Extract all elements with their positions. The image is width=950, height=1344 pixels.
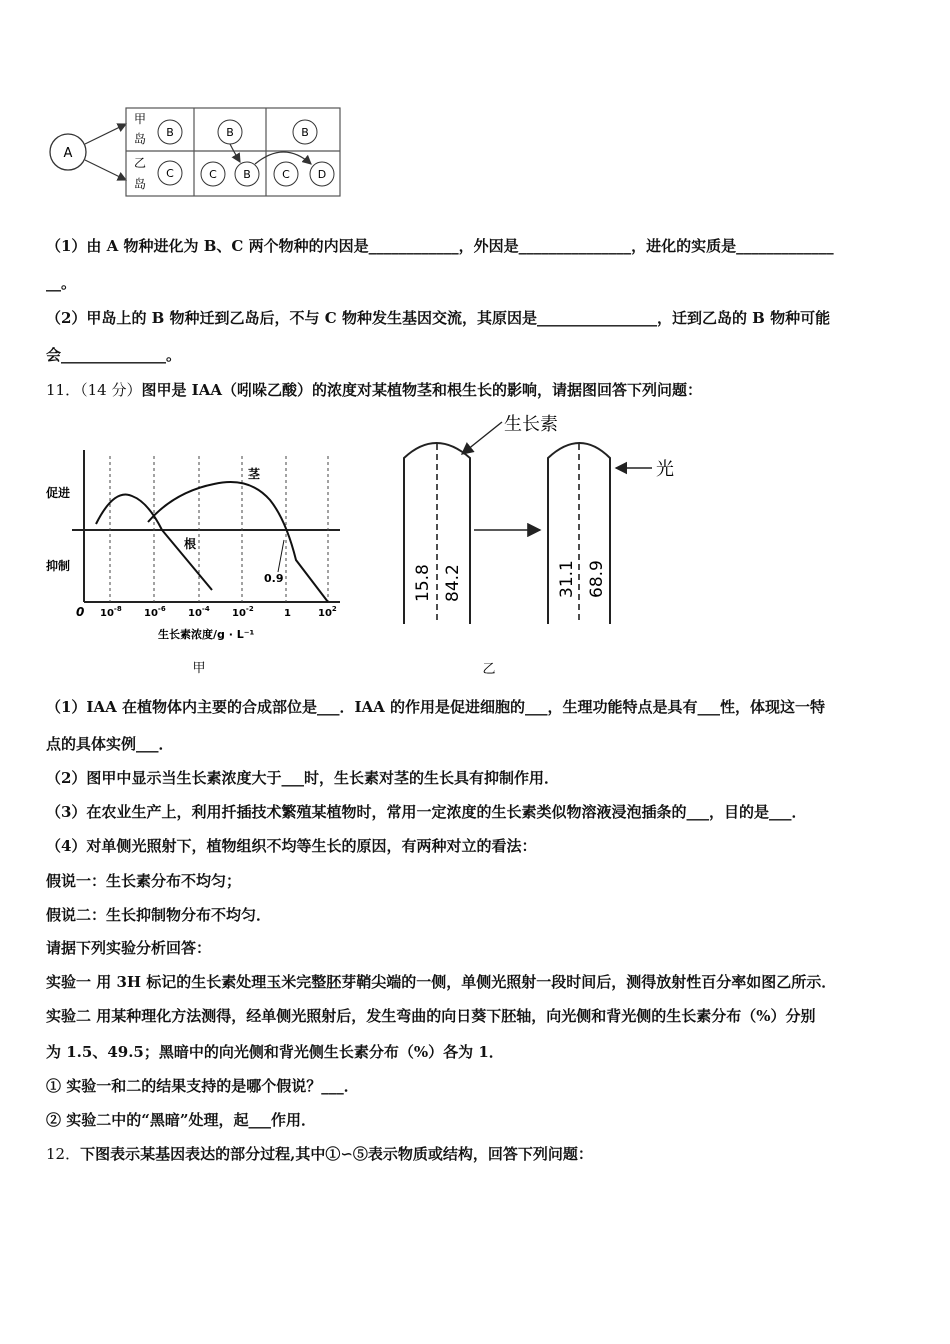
hypothesis-1: 假说一：生长素分布不均匀； [46,872,242,890]
q12-number: 12． [46,1145,81,1163]
tick-1e-2: $10^{-2}$ [232,605,254,619]
experiment-2: 实验二 用某种理化方法测得，经单侧光照射后，发生弯曲的向日葵下胚轴，向光侧和背光侧的生长素分布（%）分别 [46,1007,816,1025]
circle-c-2: C [209,168,217,181]
origin-label: 0 [76,605,85,619]
species-a-label: A [63,146,73,161]
circle-d-1: D [317,168,327,181]
caption-jia: 甲 [192,661,206,676]
q12-stem-line [46,1144,593,1164]
sub-question-1: ① 实验一和二的结果支持的是哪个假说？___． [46,1077,359,1095]
q11-sub3: （3）在农业生产上，利用扦插技术繁殖某植物时，常用一定浓度的生长素类似物溶液浸泡插条的___，目的是___． [46,803,807,821]
q11-sub1: （1）IAA 在植物体内主要的合成部位是___．IAA 的作用是促进细胞的___，生理功能特点是具有___性，体现这一特 [46,698,825,716]
experiment-1: 实验一 用 3H 标记的生长素处理玉米完整胚芽鞘尖端的一侧，单侧光照射一段时间后，测得放射性百分率如图乙所示． [46,973,837,991]
left-shade-value: 15.8 [413,564,433,602]
right-shade-value: 31.1 [557,560,577,598]
q10-part1-end: __。 [46,274,77,292]
q10-part1: （1）由 A 物种进化为 B、C 两个物种的内因是____________，外因是_______________，进化的实质是_____________ [46,237,834,255]
island-yi-char1: 乙 [133,156,147,170]
q11-stem-line [46,380,702,400]
q11-stem: 图甲是 IAA（吲哚乙酸）的浓度对某植物茎和根生长的影响，请据图回答下列问题： [141,381,702,399]
q11-sub1-end: 点的具体实例___． [46,735,174,753]
label-stem: 茎 [248,467,261,481]
label-inhibit: 抑制 [46,559,71,573]
q10-part2-end: 会______________。 [46,346,182,364]
circle-b-3: B [301,126,309,139]
label-promote: 促进 [46,486,71,500]
tick-1e-4: $10^{-4}$ [188,605,210,619]
q11-number: 11． [46,381,81,399]
tick-1e-8: $10^{-8}$ [100,605,122,619]
experiment-2-end: 为 1.5、49.5；黑暗中的向光侧和背光侧生长素分布（%）各为 1． [46,1043,504,1061]
island-figure [46,104,346,200]
tick-1e2: $10^2$ [318,605,337,619]
label-root: 根 [184,537,197,551]
label-auxin: 生长素 [504,414,558,435]
island-jia-char1: 甲 [133,112,147,126]
caption-yi: 乙 [482,662,496,677]
q12-stem: 下图表示某基因表达的部分过程,其中①∽⑤表示物质或结构，回答下列问题： [80,1145,593,1163]
q11-sub2: （2）图甲中显示当生长素浓度大于___时，生长素对茎的生长具有抑制作用． [46,769,559,787]
circle-b-1: B [166,126,174,139]
label-light: 光 [656,459,674,480]
sub-question-2: ② 实验二中的“黑暗”处理，起___作用． [46,1111,316,1129]
q11-points: （14 分） [80,381,142,399]
hypothesis-2: 假说二：生长抑制物分布不均匀． [46,906,272,924]
tick-1: 1 [284,608,291,619]
tick-1e-6: $10^{-6}$ [144,605,166,619]
figure-jia [44,440,354,680]
x-axis-label: 生长素浓度/g · L⁻¹ [158,628,255,641]
analysis-prompt: 请据下列实验分析回答： [46,939,212,957]
q11-sub4: （4）对单侧光照射下，植物组织不均等生长的原因，有两种对立的看法： [46,837,537,855]
left-light-value: 84.2 [443,564,463,602]
auxin-pointer [462,422,502,454]
stem-curve [148,482,328,602]
q10-part2: （2）甲岛上的 B 物种迁到乙岛后，不与 C 物种发生基因交流，其原因是________________，迁到乙岛的 B 物种可能 [46,309,831,327]
circle-b-4: B [243,168,251,181]
circle-b-2: B [226,126,234,139]
island-yi-char2: 岛 [133,177,147,191]
circle-c-1: C [166,167,174,180]
right-light-value: 68.9 [587,560,607,598]
island-jia-char2: 岛 [133,132,147,146]
circle-c-3: C [282,168,290,181]
figure-yi [396,408,696,684]
value-0-9: 0.9 [264,572,284,585]
